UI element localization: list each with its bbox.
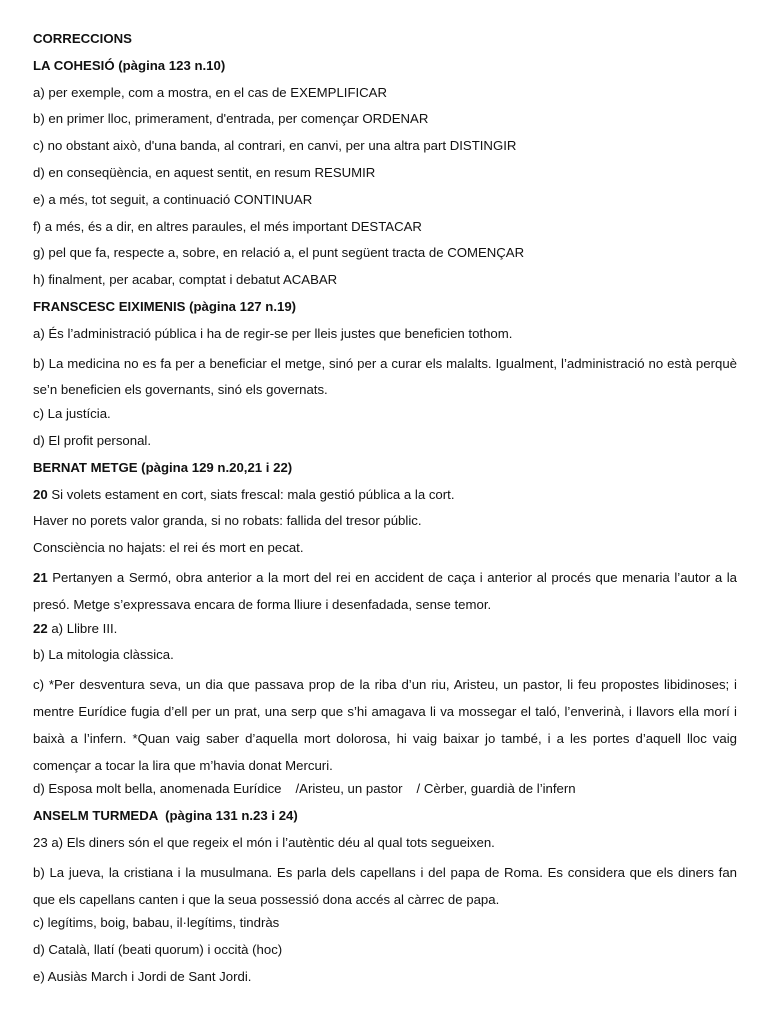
cohesio-item-g: g) pel que fa, respecte a, sobre, en relació a, el punt següent tracta de COMENÇAR: [33, 245, 525, 261]
document-page: [33, 29, 737, 994]
section-heading-eiximenis: FRANSCESC EIXIMENIS (pàgina 127 n.19): [33, 298, 297, 314]
turmeda-answer-d: d) Català, llatí (beati quorum) i occità (hoc): [33, 942, 283, 958]
metge-q20-line-3: Consciència no hajats: el rei és mort en pecat.: [33, 540, 304, 556]
document-title: CORRECCIONS: [33, 31, 132, 46]
eiximenis-answer-b: b) La medicina no es fa per a beneficiar el metge, sinó per a curar els malalts. Igualment, l’administració no està perquè se’n beneficien els governants, sinó els governats.: [33, 355, 737, 398]
cohesio-item-a: a) per exemple, com a mostra, en el cas de EXEMPLIFICAR: [33, 84, 388, 100]
metge-q20-line-2: Haver no porets valor granda, si no robats: fallida del tresor públic.: [33, 513, 422, 529]
metge-q20-text-1: Si volets estament en cort, siats frescal: mala gestió pública a la cort.: [51, 486, 455, 502]
metge-q22-answer-b: b) La mitologia clàssica.: [33, 647, 174, 663]
cohesio-item-d: d) en conseqüència, en aquest sentit, en resum RESUMIR: [33, 164, 376, 180]
metge-q22-d-part-1: d) Esposa molt bella, anomenada Eurídice: [33, 781, 282, 797]
metge-q22-line-d: [33, 779, 737, 806]
eiximenis-answer-d: d) El profit personal.: [33, 432, 152, 448]
cohesio-item-b: b) en primer lloc, primerament, d'entrada, per començar ORDENAR: [33, 111, 429, 127]
section-heading-cohesio: LA COHESIÓ (pàgina 123 n.10): [33, 57, 226, 73]
metge-q20-line-1: [33, 485, 737, 512]
cohesio-item-f: f) a més, és a dir, en altres paraules, el més important DESTACAR: [33, 218, 422, 234]
cohesio-item-h: h) finalment, per acabar, comptat i debatut ACABAR: [33, 272, 338, 288]
cohesio-item-e: e) a més, tot seguit, a continuació CONTINUAR: [33, 191, 313, 207]
question-number-21: 21: [33, 569, 48, 585]
turmeda-answer-a: 23 a) Els diners són el que regeix el món i l’autèntic déu al qual tots segueixen.: [33, 834, 495, 850]
question-number-20: 20: [33, 486, 48, 502]
metge-q22-line-a: [33, 619, 737, 646]
turmeda-answer-e: e) Ausiàs March i Jordi de Sant Jordi.: [33, 968, 252, 984]
metge-q22-answer-c: c) *Per desventura seva, un dia que passava prop de la riba d’un riu, Aristeu, un pastor, li feu propostes libidinoses; i mentre Eurídice fugia d’ell per un prat, una serp que s’hi amagava li va mossegar el taló, l’enverinà, i llavors ella morí i baixà a l’infern. *Quan vaig saber d’aquella mort dolorosa, hi vaig baixar jo també, i a les portes d’aquell lloc vaig començar a tocar la lira que m’havia donat Mercuri.: [33, 677, 737, 773]
section-heading-turmeda: ANSELM TURMEDA (pàgina 131 n.23 i 24): [33, 808, 298, 824]
cohesio-item-c: c) no obstant això, d'una banda, al contrari, en canvi, per una altra part DISTINGIR: [33, 138, 517, 154]
eiximenis-answer-c: c) La justícia.: [33, 406, 111, 422]
metge-q22-d-part-3: / Cèrber, guardià de l’infern: [416, 781, 576, 797]
turmeda-answer-c: c) legítims, boig, babau, il·legítims, tindràs: [33, 915, 280, 931]
metge-q21-text: Pertanyen a Sermó, obra anterior a la mort del rei en accident de caça i anterior al procés que menaria l’autor a la presó. Metge s’expressava encara de forma lliure i desenfadada, sense temor.: [33, 569, 737, 612]
metge-q21-paragraph: [33, 565, 737, 619]
section-heading-metge: BERNAT METGE (pàgina 129 n.20,21 i 22): [33, 459, 293, 475]
question-number-22: 22: [33, 620, 48, 636]
metge-q22-d-part-2: /Aristeu, un pastor: [295, 781, 403, 797]
metge-q22-answer-a: a) Llibre III.: [51, 620, 118, 636]
turmeda-answer-b: b) La jueva, la cristiana i la musulmana. Es parla dels capellans i del papa de Roma. Es considera que els diners fan que els capellans canten i que la seua possessió dona accés al càrrec de papa.: [33, 864, 737, 907]
eiximenis-answer-a: a) És l’administració pública i ha de regir-se per lleis justes que beneficien tothom.: [33, 325, 513, 341]
